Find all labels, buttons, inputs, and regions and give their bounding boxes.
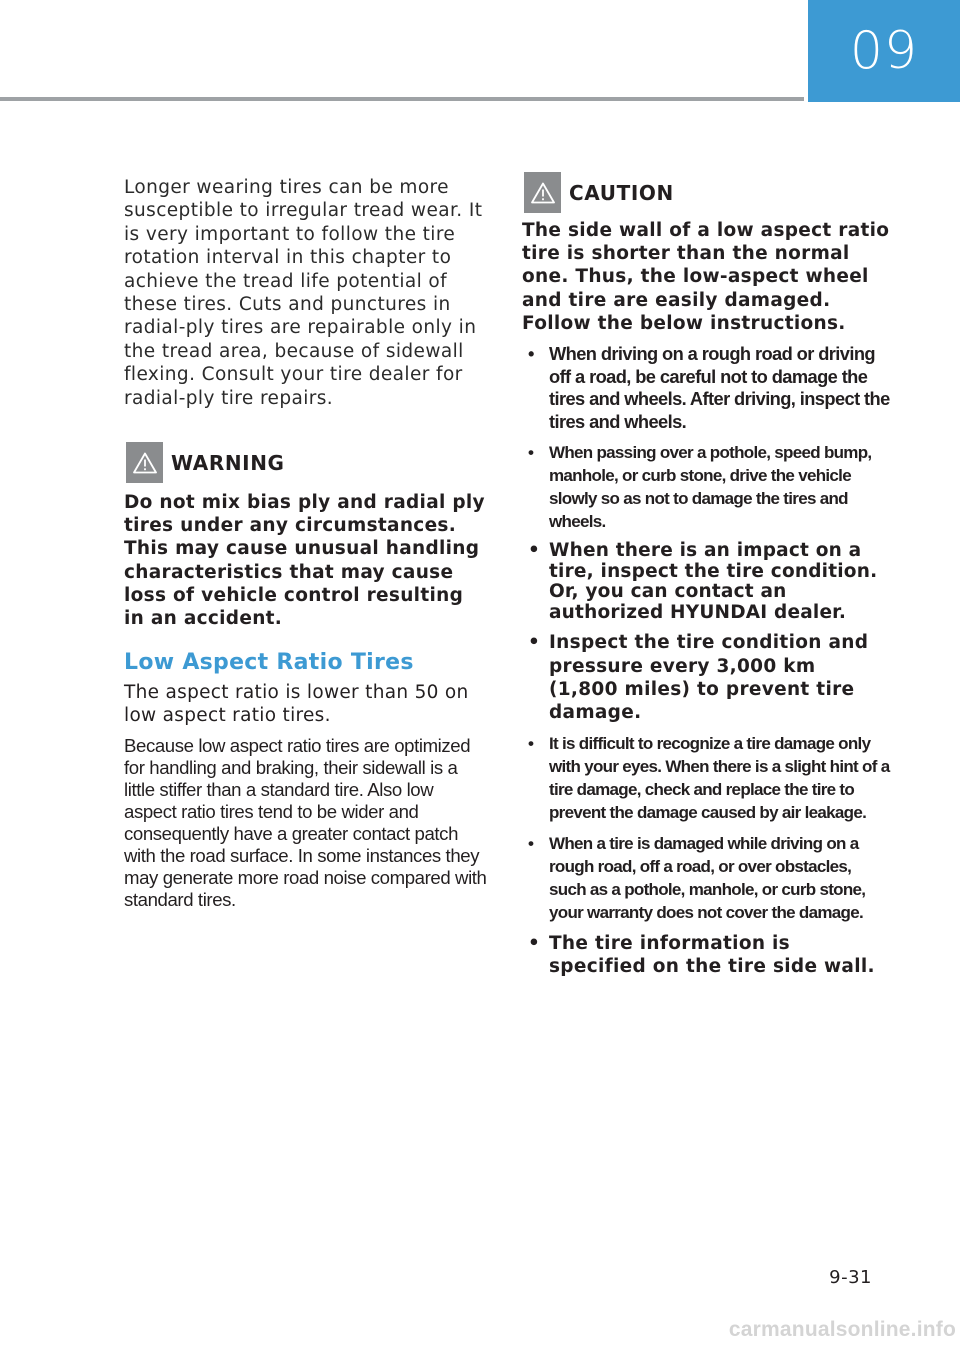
page-number: 9-31	[829, 1267, 872, 1288]
warning-title: WARNING	[171, 450, 285, 475]
warning-triangle-icon	[126, 442, 163, 483]
intro-paragraph: Longer wearing tires can be more susceptible to irregular tread wear. It is very important to follow the tire rotation interval in this chapter to achieve the tread life potential of these tires. Cuts and punctures in radial-ply tires are repairable only in the tread area, because of sidewall flexing. Consult your tire dealer for radial-ply tire repairs.	[124, 177, 483, 409]
left-column	[124, 176, 488, 911]
chapter-tab: 09	[808, 0, 960, 102]
caution-list	[522, 343, 890, 979]
caution-triangle-icon	[524, 172, 561, 213]
caution-header	[522, 172, 890, 213]
caution-item: • When driving on a rough road or driving off a road, be careful not to damage the tires and wheels. After driving, inspect the tires and wheels.	[522, 343, 890, 433]
right-column	[522, 172, 890, 987]
caution-item: • When there is an impact on a tire, inspect the tire condition. Or, you can contact an authorized HYUNDAI dealer.	[522, 541, 890, 623]
caution-item: • When a tire is damaged while driving on a rough road, off a road, or over obstacles, such as a pothole, manhole, or curb stone, your warranty does not cover the damage.	[522, 832, 890, 924]
warning-body: Do not mix bias ply and radial ply tires under any circumstances. This may cause unusual handling characteristics that may cause loss of vehicle control resulting in an accident.	[124, 492, 485, 630]
caution-body: The side wall of a low aspect ratio tire is shorter than the normal one. Thus, the low-aspect wheel and tire are easily damaged. Follow the below instructions.	[522, 220, 890, 334]
caution-item: • It is difficult to recognize a tire damage only with your eyes. When there is a slight hint of a tire damage, check and replace the tire to prevent the damage caused by air leakage.	[522, 732, 890, 824]
caution-item: • Inspect the tire condition and pressure every 3,000 km (1,800 miles) to prevent tire damage.	[522, 631, 890, 724]
header-rule	[0, 97, 804, 101]
caution-item: • When passing over a pothole, speed bump, manhole, or curb stone, drive the vehicle slowly so as not to damage the tires and wheels.	[522, 441, 890, 533]
aspect-intro: The aspect ratio is lower than 50 on low aspect ratio tires.	[124, 682, 469, 727]
warning-header	[124, 442, 488, 483]
caution-title: CAUTION	[569, 180, 674, 205]
section-title: Low Aspect Ratio Tires	[124, 650, 414, 676]
aspect-detail: Because low aspect ratio tires are optimized for handling and braking, their sidewall is a little stiffer than a standard tire. Also low aspect ratio tires tend to be wider and consequently have a greater contact patch with the road surface. In some instances they may generate more road noise compared with standard tires.	[124, 735, 487, 911]
caution-item: • The tire information is specified on the tire side wall.	[522, 932, 890, 978]
watermark: carmanualsonline.info	[728, 1318, 956, 1341]
